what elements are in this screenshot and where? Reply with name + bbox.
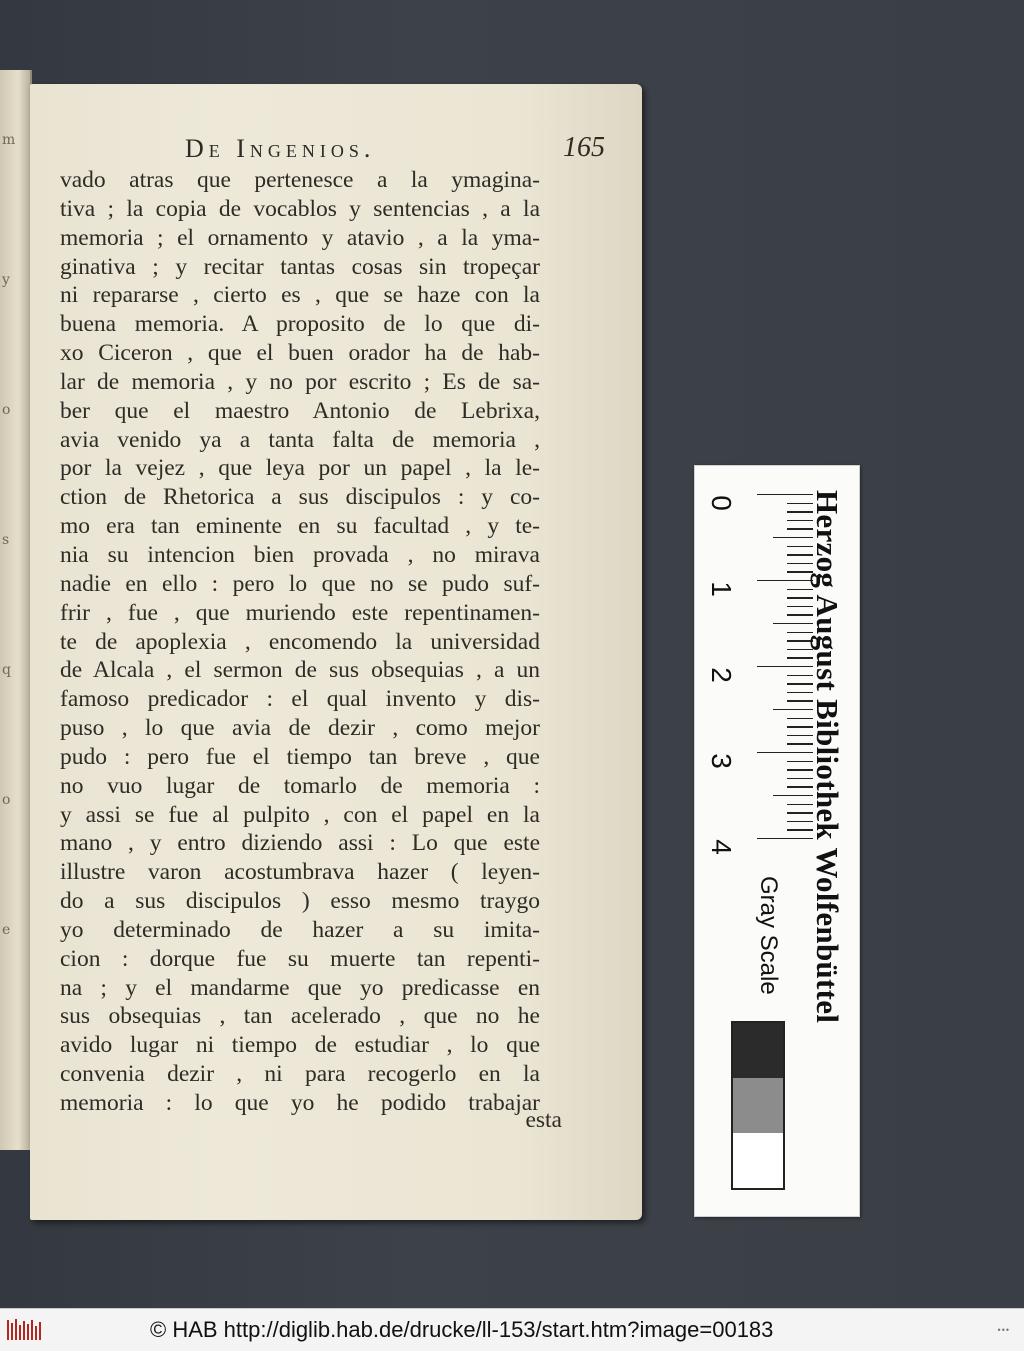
footer-bar [0,1308,1024,1351]
ruler-number: 3 [706,753,737,769]
text-line: na ; y el mandarme que yo predicasse en [60,974,540,1001]
text-line: convenia dezir , ni para recogerlo en la [60,1061,540,1088]
footer-dots-icon: ••• [997,1325,1010,1335]
running-head [185,134,605,170]
scale-ruler-card [694,465,860,1217]
ruler-number: 1 [706,581,737,597]
text-line: nia su intencion bien provada , no mirava [60,541,540,568]
text-line: ginativa ; y recitar tantas cosas sin tropeçar [60,253,540,280]
ruler-number: 4 [706,839,737,855]
gray-swatch [733,1133,783,1188]
gray-scale-label [753,876,783,1016]
body-text [60,166,540,1118]
text-line: sus obsequias , tan acelerado , que no he [60,1003,540,1030]
text-line: mano , y entro diziendo assi : Lo que este [60,830,540,857]
text-line: famoso predicador : el qual invento y dis- [60,686,540,713]
hab-barcode-logo-icon [6,1317,44,1343]
text-line: por la vejez , que leya por un papel , la le- [60,455,540,482]
text-line: memoria ; el ornamento y atavio , a la yma- [60,224,540,251]
running-title: De Ingenios. [185,134,376,163]
text-line: y assi se fue al pulpito , con el papel en la [60,801,540,828]
book-page [30,84,642,1220]
text-line: mo era tan eminente en su facultad , y te- [60,513,540,540]
text-line: ni repararse , cierto es , que se haze con la [60,282,540,309]
library-label [797,490,857,1200]
text-line: no vuo lugar de tomarlo de memoria : [60,772,540,799]
text-line: vado atras que pertenesce a la ymagina- [60,167,540,193]
text-line: puso , lo que avia de dezir , como mejor [60,715,540,742]
copyright-url: © HAB http://diglib.hab.de/drucke/ll-153/start.htm?image=00183 [150,1317,774,1342]
text-line: ber que el maestro Antonio de Lebrixa, [60,397,540,424]
library-name: Herzog August Bibliothek Wolfenbüttel [810,490,845,1024]
text-line: lar de memoria , y no por escrito ; Es de sa- [60,368,540,395]
catchword: esta [525,1107,562,1133]
text-line: pudo : pero fue el tiempo tan breve , que [60,743,540,770]
text-line: tiva ; la copia de vocablos y sentencias , a la [60,195,540,222]
ruler-numbers [701,488,741,868]
text-line: illustre varon acostumbrava hazer ( leyen- [60,859,540,886]
text-line: nadie en ello : pero lo que no se pudo suf- [60,570,540,597]
gray-swatch [733,1023,783,1078]
gray-scale-swatches [731,1021,785,1190]
text-line: de Alcala , el sermon de sus obsequias , a un [60,657,540,684]
text-line: avido lugar ni tiempo de estudiar , lo que [60,1032,540,1059]
text-line: ction de Rhetorica a sus discipulos : y co- [60,484,540,511]
text-line: xo Ciceron , que el buen orador ha de hab- [60,340,540,367]
text-line: memoria : lo que yo he podido trabajar [60,1090,540,1116]
previous-page-edge: m y o s q o e [0,70,32,1150]
gray-scale-text: Gray Scale [755,876,782,995]
text-line: yo determinado de hazer a su imita- [60,916,540,943]
gray-swatch [733,1078,783,1133]
text-line: buena memoria. A proposito de lo que di- [60,311,540,338]
ruler-number: 2 [706,667,737,683]
text-line: frir , fue , que muriendo este repentinamen- [60,599,540,626]
text-line: te de apoplexia , encomendo la universidad [60,628,540,655]
page-number: 165 [563,132,605,163]
text-line: do a sus discipulos ) esso mesmo traygo [60,888,540,915]
text-line: cion : dorque fue su muerte tan repenti- [60,945,540,972]
ruler-number: 0 [706,495,737,511]
text-line: avia venido ya a tanta falta de memoria , [60,426,540,453]
